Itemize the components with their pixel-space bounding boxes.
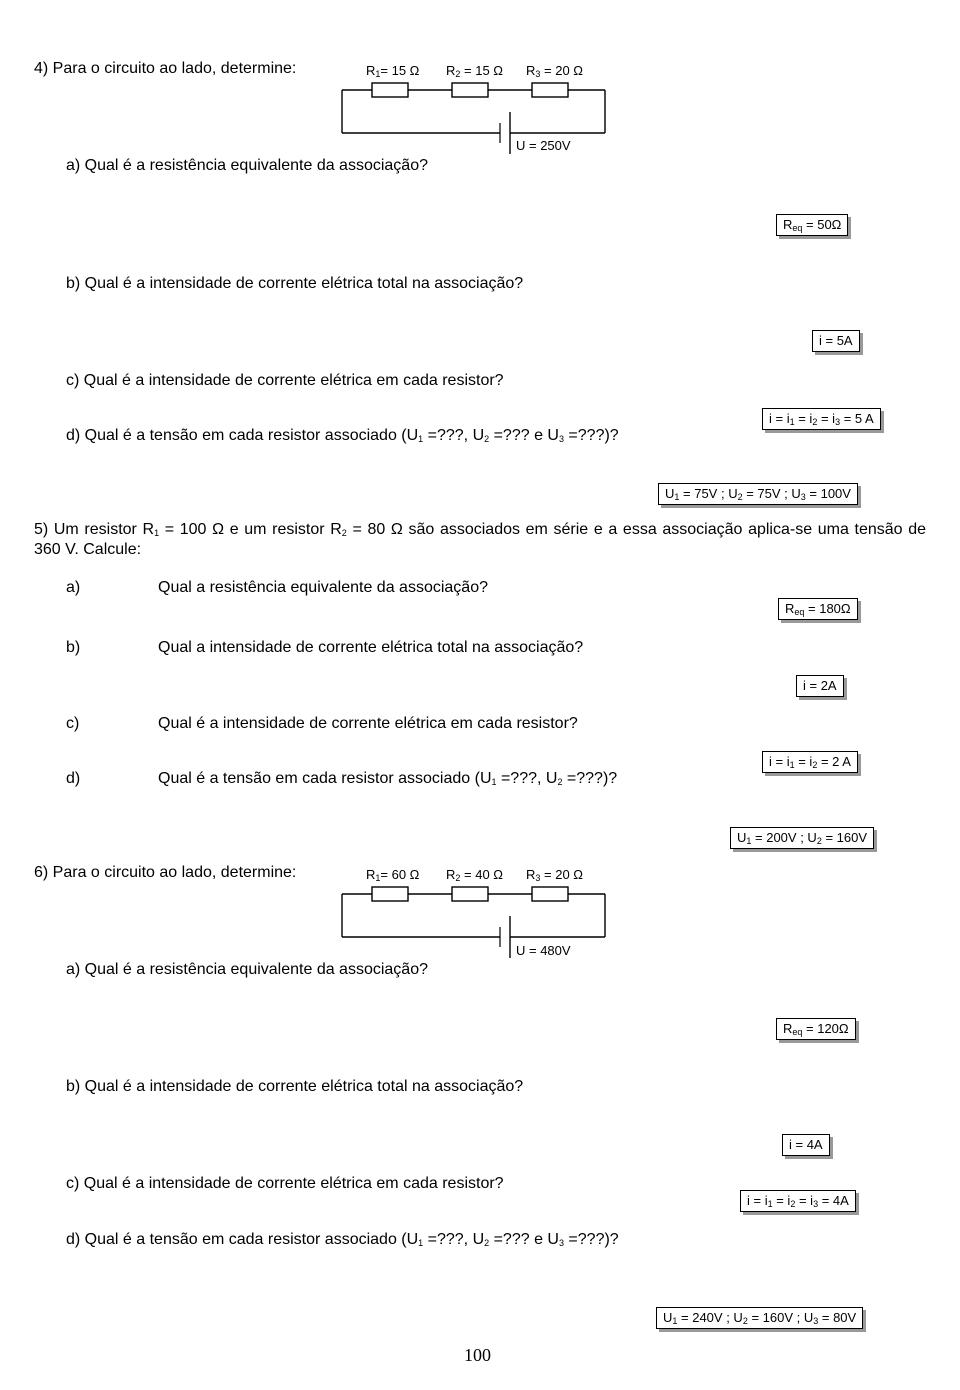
q6-resistor-1 (372, 887, 408, 901)
q4-r1-label: $R_1= 15$ Ω (366, 63, 420, 79)
q4-answer-c: $i = i_1 = i_2 = i_3 = 5$ A (762, 408, 881, 430)
q4-circuit-diagram (330, 78, 630, 168)
q6-voltage-label: U = 480V (516, 943, 571, 958)
q6-question-c: c) Qual é a intensidade de corrente elétrica em cada resistor? (66, 1175, 504, 1192)
q4-question-c: c) Qual é a intensidade de corrente elétrica em cada resistor? (66, 372, 504, 389)
q4-answer-a: $R_{eq} = 50\Omega$ (776, 214, 848, 236)
q4-resistor-1 (372, 83, 408, 97)
q5-intro: 5) Um resistor $R_1 = 100$ Ω e um resistor $R_2 = 80$ Ω são associados em série e a essa associação aplica-se uma tensão de 360 V. Calcule: (34, 521, 927, 558)
q5-answer-d: $U_1 = 200V$ ; $U_2 = 160V$ (730, 827, 874, 849)
q6-answer-d: $U_1 = 240V$ ; $U_2 = 160V$ ; $U_3 = 80V$ (656, 1307, 863, 1329)
q5-question-a: Qual a resistência equivalente da associação? (158, 579, 488, 596)
q4-resistor-3 (532, 83, 568, 97)
q5-answer-a: $R_{eq} = 180\Omega$ (778, 598, 858, 620)
q6-question-b: b) Qual é a intensidade de corrente elétrica total na associação? (66, 1078, 524, 1095)
q4-resistor-2 (452, 83, 488, 97)
q5-question-b: Qual a intensidade de corrente elétrica total na associação? (158, 639, 584, 656)
q5-letter-b: b) (66, 639, 81, 656)
q5-letter-c: c) (66, 715, 80, 732)
q4-r3-label: $R_3 = 20$ Ω (526, 63, 584, 79)
q4-answer-d: $U_1 = 75V$ ; $U_2 = 75V$ ; $U_3 = 100V$ (658, 483, 858, 505)
q4-answer-b: i = 5A (812, 330, 860, 352)
q4-voltage-label: U = 250V (516, 138, 571, 153)
q4-r2-label: $R_2 = 15$ Ω (446, 63, 504, 79)
q6-r3-label: $R_3 = 20$ Ω (526, 867, 584, 883)
q6-intro: 6) Para o circuito ao lado, determine: (34, 864, 297, 881)
q5-answer-c: $i = i_1 = i_2 = 2$ A (762, 751, 858, 773)
q6-answer-a: $R_{eq} = 120\Omega$ (776, 1018, 856, 1040)
q6-resistor-3 (532, 887, 568, 901)
q5-letter-d: d) (66, 770, 81, 787)
q6-r1-label: $R_1= 60$ Ω (366, 867, 420, 883)
q5-question-d: Qual é a tensão em cada resistor associado ($U_1$ =???, $U_2$ =???)? (158, 770, 618, 787)
q4-question-b: b) Qual é a intensidade de corrente elétrica total na associação? (66, 275, 524, 292)
q6-r2-label: $R_2 = 40$ Ω (446, 867, 504, 883)
q6-answer-c: $i = i_1 = i_2 = i_3 = 4A$ (740, 1190, 856, 1212)
q6-resistor-2 (452, 887, 488, 901)
q6-question-d: d) Qual é a tensão em cada resistor associado ($U_1$ =???, $U_2$ =??? e $U_3$ =???)? (66, 1231, 619, 1248)
page-number: 100 (464, 1345, 491, 1365)
q5-question-c: Qual é a intensidade de corrente elétrica em cada resistor? (158, 715, 578, 732)
q4-question-d: d) Qual é a tensão em cada resistor associado ($U_1$ =???, $U_2$ =??? e $U_3$ =???)? (66, 427, 619, 444)
q4-question-a: a) Qual é a resistência equivalente da associação? (66, 157, 428, 174)
q6-answer-b: i = 4A (782, 1134, 830, 1156)
q4-intro: 4) Para o circuito ao lado, determine: (34, 60, 297, 77)
q6-question-a: a) Qual é a resistência equivalente da associação? (66, 961, 428, 978)
q5-letter-a: a) (66, 579, 81, 596)
q6-circuit-diagram (330, 882, 630, 972)
q5-answer-b: i = 2A (796, 675, 844, 697)
